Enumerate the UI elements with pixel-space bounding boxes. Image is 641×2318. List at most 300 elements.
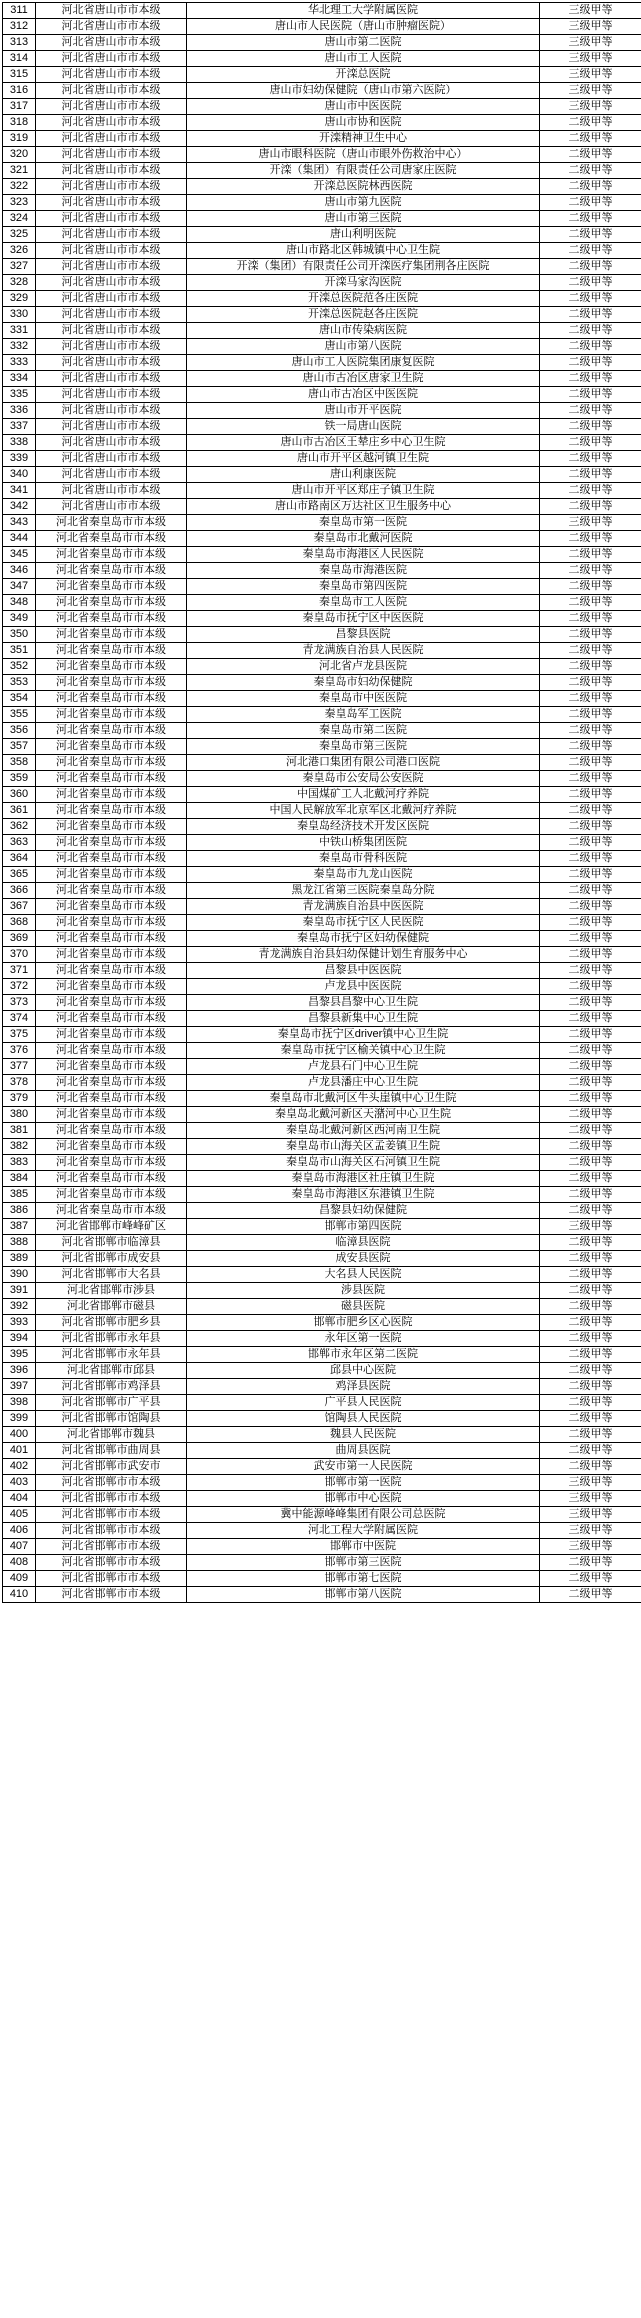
- row-index: 329: [3, 291, 36, 307]
- table-row: [3, 355, 641, 371]
- row-index: 321: [3, 163, 36, 179]
- table-body: [3, 3, 641, 1603]
- row-region: 河北省秦皇岛市市本级: [36, 1011, 187, 1027]
- row-institution-name: 卢龙县中医医院: [187, 979, 540, 995]
- row-index: 383: [3, 1155, 36, 1171]
- row-level: 二级甲等: [540, 723, 641, 739]
- row-index: 344: [3, 531, 36, 547]
- row-institution-name: 开滦总医院: [187, 67, 540, 83]
- row-index: 333: [3, 355, 36, 371]
- row-institution-name: 磁县医院: [187, 1299, 540, 1315]
- table-row: [3, 531, 641, 547]
- table-row: [3, 595, 641, 611]
- row-region: 河北省秦皇岛市市本级: [36, 723, 187, 739]
- row-level: 二级甲等: [540, 115, 641, 131]
- table-row: [3, 227, 641, 243]
- row-level: 三级甲等: [540, 51, 641, 67]
- row-institution-name: 开滦总医院赵各庄医院: [187, 307, 540, 323]
- row-institution-name: 秦皇岛市第一医院: [187, 515, 540, 531]
- row-level: 二级甲等: [540, 819, 641, 835]
- table-row: [3, 483, 641, 499]
- row-region: 河北省邯郸市魏县: [36, 1427, 187, 1443]
- row-level: 二级甲等: [540, 899, 641, 915]
- table-row: [3, 1283, 641, 1299]
- row-index: 317: [3, 99, 36, 115]
- row-level: 三级甲等: [540, 99, 641, 115]
- row-index: 377: [3, 1059, 36, 1075]
- row-index: 324: [3, 211, 36, 227]
- row-institution-name: 成安县医院: [187, 1251, 540, 1267]
- table-row: [3, 1363, 641, 1379]
- row-institution-name: 昌黎县妇幼保健院: [187, 1203, 540, 1219]
- row-region: 河北省秦皇岛市市本级: [36, 1027, 187, 1043]
- row-index: 371: [3, 963, 36, 979]
- row-index: 322: [3, 179, 36, 195]
- row-index: 380: [3, 1107, 36, 1123]
- table-row: [3, 115, 641, 131]
- row-institution-name: 邯郸市第四医院: [187, 1219, 540, 1235]
- table-row: [3, 643, 641, 659]
- row-level: 二级甲等: [540, 1379, 641, 1395]
- row-region: 河北省秦皇岛市市本级: [36, 963, 187, 979]
- table-row: [3, 1443, 641, 1459]
- table-row: [3, 147, 641, 163]
- row-index: 385: [3, 1187, 36, 1203]
- row-level: 三级甲等: [540, 1507, 641, 1523]
- row-institution-name: 中国人民解放军北京军区北戴河疗养院: [187, 803, 540, 819]
- row-level: 二级甲等: [540, 1315, 641, 1331]
- row-index: 343: [3, 515, 36, 531]
- row-level: 二级甲等: [540, 339, 641, 355]
- row-level: 二级甲等: [540, 483, 641, 499]
- row-region: 河北省邯郸市市本级: [36, 1491, 187, 1507]
- row-institution-name: 秦皇岛市抚宁区榆关镇中心卫生院: [187, 1043, 540, 1059]
- table-row: [3, 1091, 641, 1107]
- row-institution-name: 开滦总医院范各庄医院: [187, 291, 540, 307]
- row-region: 河北省唐山市市本级: [36, 147, 187, 163]
- row-index: 367: [3, 899, 36, 915]
- table-row: [3, 451, 641, 467]
- row-level: 二级甲等: [540, 739, 641, 755]
- row-level: 三级甲等: [540, 35, 641, 51]
- row-level: 二级甲等: [540, 1411, 641, 1427]
- row-institution-name: 秦皇岛北戴河新区西河南卫生院: [187, 1123, 540, 1139]
- row-index: 351: [3, 643, 36, 659]
- row-region: 河北省邯郸市邱县: [36, 1363, 187, 1379]
- row-institution-name: 卢龙县潘庄中心卫生院: [187, 1075, 540, 1091]
- hospital-table: [2, 2, 641, 1603]
- row-level: 二级甲等: [540, 755, 641, 771]
- row-institution-name: 鸡泽县医院: [187, 1379, 540, 1395]
- row-institution-name: 唐山市工人医院: [187, 51, 540, 67]
- row-index: 406: [3, 1523, 36, 1539]
- row-institution-name: 秦皇岛市妇幼保健院: [187, 675, 540, 691]
- row-institution-name: 秦皇岛市山海关区孟姜镇卫生院: [187, 1139, 540, 1155]
- table-row: [3, 35, 641, 51]
- row-region: 河北省唐山市市本级: [36, 211, 187, 227]
- row-level: 二级甲等: [540, 1043, 641, 1059]
- row-region: 河北省唐山市市本级: [36, 83, 187, 99]
- row-index: 379: [3, 1091, 36, 1107]
- row-institution-name: 武安市第一人民医院: [187, 1459, 540, 1475]
- row-region: 河北省唐山市市本级: [36, 67, 187, 83]
- row-institution-name: 昌黎县医院: [187, 627, 540, 643]
- table-row: [3, 163, 641, 179]
- row-index: 341: [3, 483, 36, 499]
- row-level: 三级甲等: [540, 67, 641, 83]
- table-row: [3, 1075, 641, 1091]
- row-region: 河北省秦皇岛市市本级: [36, 867, 187, 883]
- row-level: 二级甲等: [540, 851, 641, 867]
- row-level: 二级甲等: [540, 211, 641, 227]
- row-institution-name: 曲周县医院: [187, 1443, 540, 1459]
- row-level: 二级甲等: [540, 1027, 641, 1043]
- row-level: 二级甲等: [540, 1283, 641, 1299]
- row-region: 河北省秦皇岛市市本级: [36, 611, 187, 627]
- table-row: [3, 1475, 641, 1491]
- row-index: 360: [3, 787, 36, 803]
- table-row: [3, 835, 641, 851]
- row-institution-name: 开滦马家沟医院: [187, 275, 540, 291]
- row-region: 河北省邯郸市市本级: [36, 1587, 187, 1603]
- row-region: 河北省秦皇岛市市本级: [36, 1075, 187, 1091]
- row-index: 388: [3, 1235, 36, 1251]
- row-index: 320: [3, 147, 36, 163]
- row-level: 二级甲等: [540, 1459, 641, 1475]
- row-index: 393: [3, 1315, 36, 1331]
- row-level: 二级甲等: [540, 1427, 641, 1443]
- row-level: 三级甲等: [540, 515, 641, 531]
- row-region: 河北省秦皇岛市市本级: [36, 675, 187, 691]
- table-row: [3, 627, 641, 643]
- row-institution-name: 唐山市古冶区中医医院: [187, 387, 540, 403]
- row-index: 318: [3, 115, 36, 131]
- row-level: 二级甲等: [540, 1011, 641, 1027]
- row-level: 二级甲等: [540, 291, 641, 307]
- row-index: 352: [3, 659, 36, 675]
- row-region: 河北省秦皇岛市市本级: [36, 643, 187, 659]
- row-level: 二级甲等: [540, 1139, 641, 1155]
- row-index: 362: [3, 819, 36, 835]
- table-row: [3, 867, 641, 883]
- row-level: 二级甲等: [540, 675, 641, 691]
- row-index: 331: [3, 323, 36, 339]
- row-institution-name: 邯郸市第一医院: [187, 1475, 540, 1491]
- table-row: [3, 563, 641, 579]
- row-region: 河北省秦皇岛市市本级: [36, 595, 187, 611]
- row-level: 二级甲等: [540, 627, 641, 643]
- table-row: [3, 387, 641, 403]
- table-row: [3, 435, 641, 451]
- row-level: 二级甲等: [540, 659, 641, 675]
- row-index: 392: [3, 1299, 36, 1315]
- row-institution-name: 唐山市协和医院: [187, 115, 540, 131]
- row-level: 二级甲等: [540, 931, 641, 947]
- table-row: [3, 1299, 641, 1315]
- row-institution-name: 秦皇岛市北戴河医院: [187, 531, 540, 547]
- row-region: 河北省唐山市市本级: [36, 403, 187, 419]
- table-row: [3, 259, 641, 275]
- row-level: 二级甲等: [540, 1107, 641, 1123]
- row-level: 二级甲等: [540, 1235, 641, 1251]
- row-institution-name: 邯郸市第七医院: [187, 1571, 540, 1587]
- row-region: 河北省唐山市市本级: [36, 115, 187, 131]
- row-index: 397: [3, 1379, 36, 1395]
- row-index: 368: [3, 915, 36, 931]
- row-level: 二级甲等: [540, 419, 641, 435]
- row-institution-name: 秦皇岛市北戴河区牛头崖镇中心卫生院: [187, 1091, 540, 1107]
- table-row: [3, 659, 641, 675]
- row-level: 二级甲等: [540, 883, 641, 899]
- table-row: [3, 1171, 641, 1187]
- row-institution-name: 唐山市开平区越河镇卫生院: [187, 451, 540, 467]
- row-institution-name: 秦皇岛市第四医院: [187, 579, 540, 595]
- row-index: 409: [3, 1571, 36, 1587]
- row-index: 391: [3, 1283, 36, 1299]
- table-row: [3, 1315, 641, 1331]
- row-level: 二级甲等: [540, 1091, 641, 1107]
- row-index: 407: [3, 1539, 36, 1555]
- row-region: 河北省秦皇岛市市本级: [36, 531, 187, 547]
- row-level: 二级甲等: [540, 1155, 641, 1171]
- table-row: [3, 803, 641, 819]
- row-institution-name: 青龙满族自治县中医医院: [187, 899, 540, 915]
- row-institution-name: 秦皇岛市山海关区石河镇卫生院: [187, 1155, 540, 1171]
- row-index: 395: [3, 1347, 36, 1363]
- row-institution-name: 魏县人民医院: [187, 1427, 540, 1443]
- table-row: [3, 739, 641, 755]
- row-region: 河北省唐山市市本级: [36, 51, 187, 67]
- row-index: 390: [3, 1267, 36, 1283]
- row-region: 河北省邯郸市市本级: [36, 1523, 187, 1539]
- row-institution-name: 永年区第一医院: [187, 1331, 540, 1347]
- row-index: 357: [3, 739, 36, 755]
- row-region: 河北省唐山市市本级: [36, 387, 187, 403]
- table-row: [3, 1235, 641, 1251]
- row-institution-name: 邯郸市中医院: [187, 1539, 540, 1555]
- table-row: [3, 1459, 641, 1475]
- row-region: 河北省唐山市市本级: [36, 467, 187, 483]
- table-row: [3, 883, 641, 899]
- row-institution-name: 唐山市古冶区王辇庄乡中心卫生院: [187, 435, 540, 451]
- row-institution-name: 秦皇岛市骨科医院: [187, 851, 540, 867]
- row-institution-name: 冀中能源峰峰集团有限公司总医院: [187, 1507, 540, 1523]
- row-institution-name: 秦皇岛市抚宁区中医医院: [187, 611, 540, 627]
- row-region: 河北省邯郸市肥乡县: [36, 1315, 187, 1331]
- row-region: 河北省秦皇岛市市本级: [36, 707, 187, 723]
- row-index: 353: [3, 675, 36, 691]
- row-region: 河北省秦皇岛市市本级: [36, 979, 187, 995]
- row-institution-name: 唐山市开平医院: [187, 403, 540, 419]
- row-region: 河北省邯郸市市本级: [36, 1507, 187, 1523]
- row-institution-name: 邯郸市中心医院: [187, 1491, 540, 1507]
- table-row: [3, 1331, 641, 1347]
- row-index: 364: [3, 851, 36, 867]
- row-index: 313: [3, 35, 36, 51]
- row-institution-name: 秦皇岛市第三医院: [187, 739, 540, 755]
- table-row: [3, 1043, 641, 1059]
- row-institution-name: 馆陶县人民医院: [187, 1411, 540, 1427]
- row-region: 河北省邯郸市鸡泽县: [36, 1379, 187, 1395]
- row-level: 二级甲等: [540, 1059, 641, 1075]
- row-institution-name: 邯郸市肥乡区心医院: [187, 1315, 540, 1331]
- row-index: 387: [3, 1219, 36, 1235]
- row-level: 三级甲等: [540, 1219, 641, 1235]
- row-level: 二级甲等: [540, 595, 641, 611]
- row-region: 河北省秦皇岛市市本级: [36, 1059, 187, 1075]
- row-region: 河北省唐山市市本级: [36, 227, 187, 243]
- row-level: 二级甲等: [540, 403, 641, 419]
- row-index: 363: [3, 835, 36, 851]
- row-region: 河北省秦皇岛市市本级: [36, 931, 187, 947]
- row-region: 河北省邯郸市成安县: [36, 1251, 187, 1267]
- row-index: 326: [3, 243, 36, 259]
- row-region: 河北省秦皇岛市市本级: [36, 755, 187, 771]
- row-region: 河北省邯郸市市本级: [36, 1539, 187, 1555]
- table-row: [3, 195, 641, 211]
- row-region: 河北省邯郸市磁县: [36, 1299, 187, 1315]
- table-row: [3, 371, 641, 387]
- row-level: 二级甲等: [540, 611, 641, 627]
- row-level: 二级甲等: [540, 387, 641, 403]
- row-region: 河北省秦皇岛市市本级: [36, 835, 187, 851]
- row-level: 二级甲等: [540, 259, 641, 275]
- table-row: [3, 611, 641, 627]
- row-institution-name: 唐山市眼科医院（唐山市眼外伤救治中心）: [187, 147, 540, 163]
- row-institution-name: 唐山市第八医院: [187, 339, 540, 355]
- row-institution-name: 秦皇岛经济技术开发区医院: [187, 819, 540, 835]
- row-institution-name: 秦皇岛市抚宁区人民医院: [187, 915, 540, 931]
- row-level: 三级甲等: [540, 83, 641, 99]
- row-level: 二级甲等: [540, 803, 641, 819]
- row-index: 334: [3, 371, 36, 387]
- row-level: 二级甲等: [540, 1363, 641, 1379]
- table-row: [3, 819, 641, 835]
- table-row: [3, 339, 641, 355]
- row-institution-name: 唐山市第九医院: [187, 195, 540, 211]
- row-institution-name: 唐山市路北区韩城镇中心卫生院: [187, 243, 540, 259]
- row-region: 河北省唐山市市本级: [36, 323, 187, 339]
- row-institution-name: 邯郸市第三医院: [187, 1555, 540, 1571]
- table-row: [3, 787, 641, 803]
- table-row: [3, 547, 641, 563]
- row-level: 二级甲等: [540, 1267, 641, 1283]
- row-region: 河北省唐山市市本级: [36, 275, 187, 291]
- row-region: 河北省秦皇岛市市本级: [36, 515, 187, 531]
- row-institution-name: 秦皇岛市抚宁区driver镇中心卫生院: [187, 1027, 540, 1043]
- table-row: [3, 1379, 641, 1395]
- table-row: [3, 1107, 641, 1123]
- row-level: 三级甲等: [540, 19, 641, 35]
- row-institution-name: 昌黎县新集中心卫生院: [187, 1011, 540, 1027]
- row-region: 河北省邯郸市市本级: [36, 1475, 187, 1491]
- table-row: [3, 1555, 641, 1571]
- row-region: 河北省邯郸市大名县: [36, 1267, 187, 1283]
- row-index: 359: [3, 771, 36, 787]
- row-index: 399: [3, 1411, 36, 1427]
- table-row: [3, 211, 641, 227]
- table-row: [3, 931, 641, 947]
- row-region: 河北省秦皇岛市市本级: [36, 547, 187, 563]
- table-row: [3, 1491, 641, 1507]
- row-index: 408: [3, 1555, 36, 1571]
- row-index: 347: [3, 579, 36, 595]
- row-region: 河北省邯郸市市本级: [36, 1571, 187, 1587]
- row-region: 河北省秦皇岛市市本级: [36, 1187, 187, 1203]
- row-region: 河北省秦皇岛市市本级: [36, 803, 187, 819]
- row-region: 河北省邯郸市永年县: [36, 1347, 187, 1363]
- table-row: [3, 915, 641, 931]
- row-institution-name: 唐山市工人医院集团康复医院: [187, 355, 540, 371]
- row-institution-name: 青龙满族自治县妇幼保健计划生育服务中心: [187, 947, 540, 963]
- row-region: 河北省邯郸市永年县: [36, 1331, 187, 1347]
- row-region: 河北省唐山市市本级: [36, 307, 187, 323]
- row-level: 二级甲等: [540, 691, 641, 707]
- row-institution-name: 秦皇岛市抚宁区妇幼保健院: [187, 931, 540, 947]
- row-institution-name: 唐山市第三医院: [187, 211, 540, 227]
- row-region: 河北省秦皇岛市市本级: [36, 563, 187, 579]
- row-index: 405: [3, 1507, 36, 1523]
- row-institution-name: 唐山市中医医院: [187, 99, 540, 115]
- row-level: 二级甲等: [540, 243, 641, 259]
- row-level: 二级甲等: [540, 179, 641, 195]
- row-institution-name: 秦皇岛北戴河新区天潴河中心卫生院: [187, 1107, 540, 1123]
- row-region: 河北省邯郸市涉县: [36, 1283, 187, 1299]
- row-index: 366: [3, 883, 36, 899]
- row-institution-name: 黑龙江省第三医院秦皇岛分院: [187, 883, 540, 899]
- table-row: [3, 1507, 641, 1523]
- row-region: 河北省唐山市市本级: [36, 451, 187, 467]
- row-level: 二级甲等: [540, 1171, 641, 1187]
- row-index: 403: [3, 1475, 36, 1491]
- row-index: 315: [3, 67, 36, 83]
- row-index: 376: [3, 1043, 36, 1059]
- table-row: [3, 1059, 641, 1075]
- row-index: 361: [3, 803, 36, 819]
- row-institution-name: 广平县人民医院: [187, 1395, 540, 1411]
- row-index: 348: [3, 595, 36, 611]
- table-row: [3, 323, 641, 339]
- row-index: 312: [3, 19, 36, 35]
- row-region: 河北省秦皇岛市市本级: [36, 739, 187, 755]
- row-institution-name: 唐山利康医院: [187, 467, 540, 483]
- row-region: 河北省唐山市市本级: [36, 435, 187, 451]
- row-institution-name: 开滦（集团）有限责任公司唐家庄医院: [187, 163, 540, 179]
- row-index: 356: [3, 723, 36, 739]
- row-index: 328: [3, 275, 36, 291]
- row-institution-name: 唐山市第二医院: [187, 35, 540, 51]
- row-institution-name: 邱县中心医院: [187, 1363, 540, 1379]
- table-row: [3, 1411, 641, 1427]
- row-index: 342: [3, 499, 36, 515]
- row-region: 河北省唐山市市本级: [36, 291, 187, 307]
- table-row: [3, 1139, 641, 1155]
- row-index: 401: [3, 1443, 36, 1459]
- row-region: 河北省唐山市市本级: [36, 259, 187, 275]
- row-region: 河北省唐山市市本级: [36, 163, 187, 179]
- row-institution-name: 涉县医院: [187, 1283, 540, 1299]
- row-region: 河北省秦皇岛市市本级: [36, 771, 187, 787]
- row-level: 二级甲等: [540, 707, 641, 723]
- row-institution-name: 秦皇岛军工医院: [187, 707, 540, 723]
- row-region: 河北省秦皇岛市市本级: [36, 787, 187, 803]
- row-region: 河北省秦皇岛市市本级: [36, 1043, 187, 1059]
- row-region: 河北省秦皇岛市市本级: [36, 1091, 187, 1107]
- row-level: 二级甲等: [540, 835, 641, 851]
- row-region: 河北省邯郸市峰峰矿区: [36, 1219, 187, 1235]
- row-institution-name: 河北工程大学附属医院: [187, 1523, 540, 1539]
- row-index: 336: [3, 403, 36, 419]
